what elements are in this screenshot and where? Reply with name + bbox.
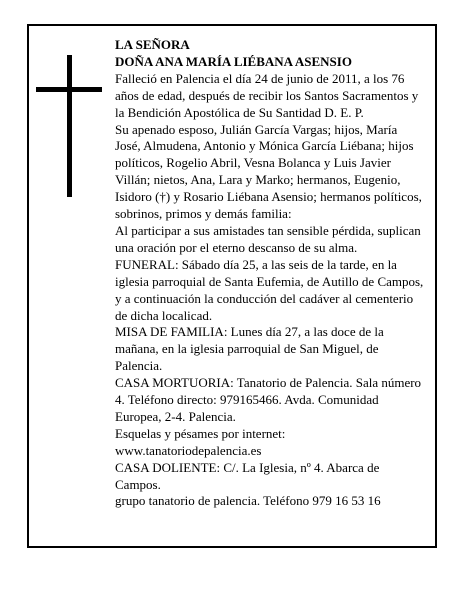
website-link: www.tanatoriodepalencia.es <box>115 442 262 458</box>
funeral-home-info: CASA MORTUORIA: Tanatorio de Palencia. Sala número 4. Teléfono directo: 979165466. Avda. Comunidad Europea, 2-4. Palencia. <box>115 375 422 424</box>
internet-condolences-label: Esquelas y pésames por internet: <box>115 425 286 441</box>
funeral-info: FUNERAL: Sábado día 25, a las seis de la tarde, en la iglesia parroquial de Santa Eufemia, de Autillo de Campos, y a continuación la conducción del cadáver al cementerio de dicha localicad. <box>115 256 424 323</box>
prayer-request: Al participar a sus amistades tan sensible pérdida, suplican una oración por el eterno descanso de su alma. <box>115 222 421 255</box>
obituary-text <box>115 37 425 510</box>
deceased-name: DOÑA ANA MARÍA LIÉBANA ASENSIO <box>115 53 352 69</box>
cross-icon <box>67 55 72 197</box>
cross-icon-bar <box>36 87 102 92</box>
mourning-house-info: CASA DOLIENTE: C/. La Iglesia, nº 4. Abarca de Campos. <box>115 459 380 492</box>
death-notice: Falleció en Palencia el día 24 de junio de 2011, a los 76 años de edad, después de recibir los Santos Sacramentos y la Bendición Apostólica de Su Santidad D. E. P. <box>115 70 419 120</box>
family-mass-info: MISA DE FAMILIA: Lunes día 27, a las doce de la mañana, en la iglesia parroquial de San Miguel, de Palencia. <box>115 324 384 374</box>
family-list: Su apenado esposo, Julián García Vargas; hijos, María José, Almudena, Antonio y Mónica García Liébana; hijos políticos, Rogelio Abril, Vesna Bolanca y Luis Javier Villán; nietos, Ana, Lara y Marko; hermanos, Eugenio, Isidoro (†) y Rosario Liébana Asensio; hermanos políticos, sobrinos, primos y demás familia: <box>115 121 422 222</box>
funeral-group-phone: grupo tanatorio de palencia. Teléfono 979 16 53 16 <box>115 493 381 509</box>
title-line-1: LA SEÑORA <box>115 37 190 52</box>
